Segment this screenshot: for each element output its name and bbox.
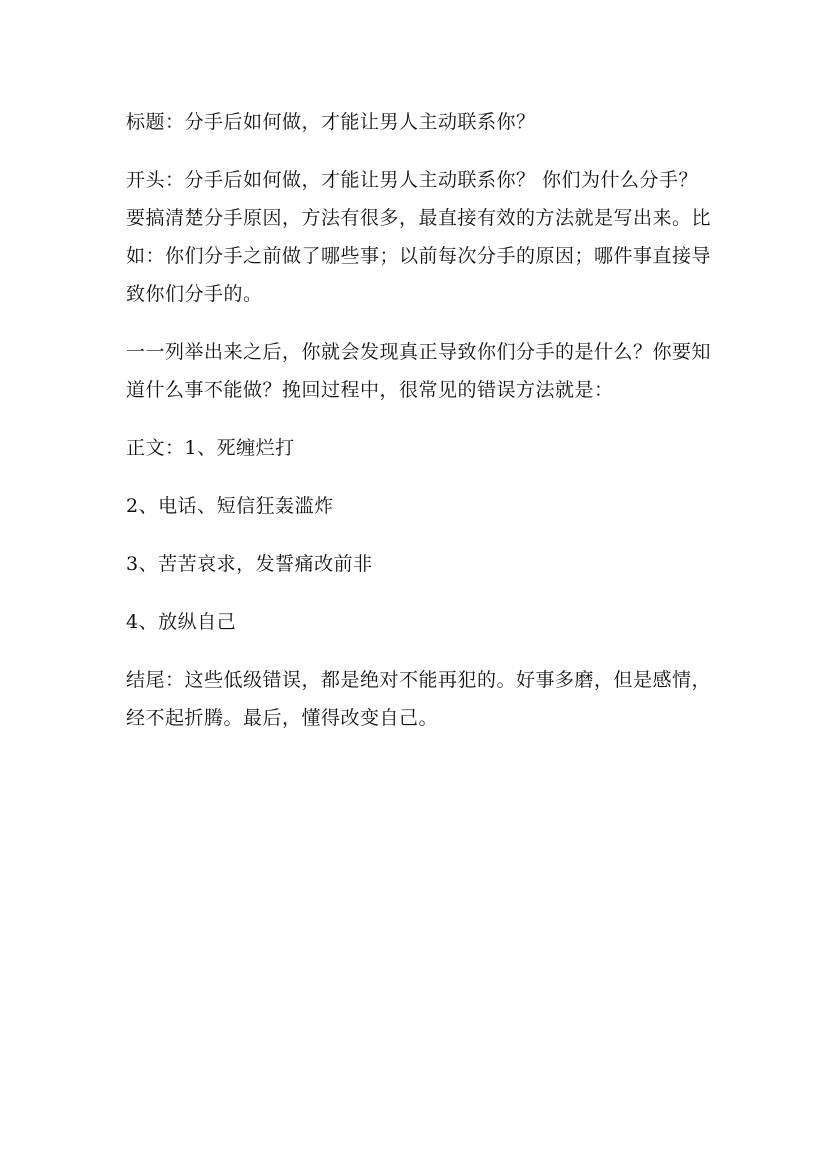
document-body (126, 103, 711, 757)
enumeration-paragraph: 一一列举出来之后，你就会发现真正导致你们分手的是什么？你要知道什么事不能做？挽回过程中，很常见的错误方法就是： (126, 341, 712, 401)
ending-paragraph: 结尾：这些低级错误，都是绝对不能再犯的。好事多磨，但是感情，经不起折腾。最后，懂得改变自己。 (126, 669, 712, 729)
body-item-3: 3、苦苦哀求，发誓痛改前非 (126, 553, 373, 575)
body-item-1: 正文：1、死缠烂打 (126, 437, 295, 459)
body-item-2: 2、电话、短信狂轰滥炸 (126, 495, 334, 517)
title-line: 标题：分手后如何做，才能让男人主动联系你？ (126, 111, 536, 133)
body-item-4: 4、放纵自己 (126, 611, 237, 633)
opening-paragraph: 开头：分手后如何做，才能让男人主动联系你？ 你们为什么分手？要搞清楚分手原因，方法有很多，最直接有效的方法就是写出来。比如：你们分手之前做了哪些事；以前每次分手的原因；哪件事直接导致你们分手的。 (126, 169, 712, 305)
